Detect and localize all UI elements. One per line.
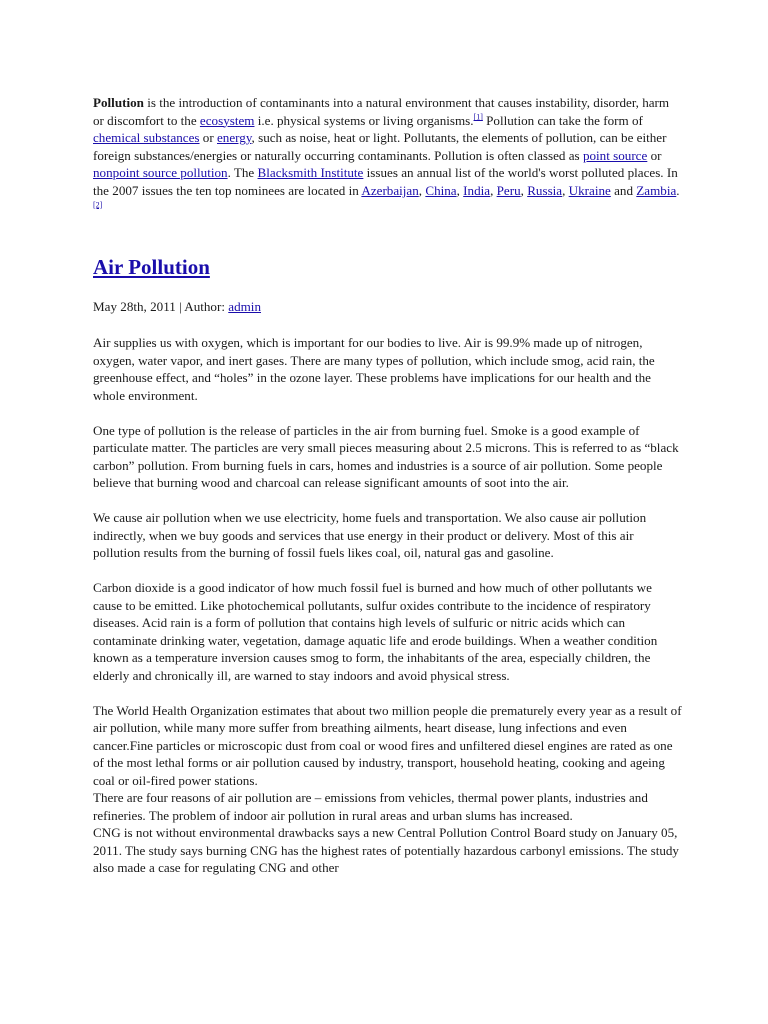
intro-text: or — [647, 147, 662, 163]
paragraph: Air supplies us with oxygen, which is important for our bodies to live. Air is 99.9% made up of nitrogen, oxygen, water vapor, and inert gases. There are many types of pollution, which include smog, acid rain, the greenhouse effect, and “holes” in the ozone layer. These problems have implications for our health and the whole environment. — [93, 335, 655, 403]
paragraph: There are four reasons of air pollution are – emissions from vehicles, thermal power plants, industries and refineries. The problem of indoor air pollution in rural areas and urban slums has increased. — [93, 790, 648, 823]
author-link[interactable]: admin — [228, 299, 261, 314]
intro-text: or — [199, 130, 217, 146]
intro-bold-term: Pollution — [93, 95, 144, 110]
intro-text: . The — [227, 165, 258, 181]
separator: , — [456, 182, 464, 198]
paragraph: One type of pollution is the release of particles in the air from burning fuel. Smoke is a good example of particulate matter. The particles are very small pieces measuring about 2.5 microns. This is referred to as “black carbon” pollution. From burning fuels in cars, homes and industries is a source of air pollution. Some people believe that burning wood and charcoal can release significant amounts of soot into the air. — [93, 422, 679, 490]
separator: , — [418, 182, 426, 198]
intro-text: , such as noise, heat or light. Pollutants, the elements of pollution, can be either foreign substances/energies or naturally occurring contaminants. Pollution is often classed as — [93, 130, 667, 163]
paragraph: CNG is not without environmental drawbacks says a new Central Pollution Control Board study on January 05, 2011. The study says burning CNG has the highest rates of potentially hazardous carbonyl emissions. The study also made a case for regulating CNG and other — [93, 825, 679, 875]
separator: , — [520, 182, 528, 198]
article-body — [93, 334, 683, 877]
link-nonpoint-source-pollution[interactable]: nonpoint source pollution — [93, 165, 228, 181]
link-energy[interactable]: energy — [217, 130, 252, 146]
reference-link-1[interactable]: [1] — [473, 112, 483, 122]
reference-link-2[interactable]: [2] — [93, 200, 103, 210]
link-point-source[interactable]: point source — [582, 147, 648, 163]
paragraph: The World Health Organization estimates that about two million people die prematurely every year as a result of air pollution, while many more suffer from breathing ailments, heart disease, lung infections and even cancer.Fine particles or microscopic dust from coal or wood fires and unfiltered diesel engines are rated as one of the most lethal forms or air pollution caused by industry, transport, household heating, cooking and ageing coal or oil-fired power stations. — [93, 702, 682, 788]
intro-paragraph — [93, 94, 683, 217]
intro-text: i.e. physical systems or living organisms. — [254, 112, 474, 128]
link-blacksmith-institute[interactable]: Blacksmith Institute — [257, 165, 364, 181]
article-title-link[interactable]: Air Pollution — [93, 255, 210, 279]
separator: , — [490, 182, 497, 198]
intro-text: is the introduction of contaminants into a natural environment that causes instability, disorder, harm or discomfort to the — [93, 95, 670, 128]
link-azerbaijan[interactable]: Azerbaijan — [361, 182, 419, 198]
intro-text: Pollution can take the form of — [482, 112, 643, 128]
link-china[interactable]: China — [425, 182, 457, 198]
separator: , — [562, 182, 569, 198]
article-date: May 28th, 2011 | Author: — [93, 299, 229, 314]
paragraph: We cause air pollution when we use electricity, home fuels and transportation. We also cause air pollution indirectly, when we buy goods and services that use energy in their product or delivery. Most of this air pollution results from the burning of fossil fuels likes coal, oil, natural gas and gasoline. — [93, 510, 647, 560]
intro-text: and — [610, 182, 637, 198]
link-india[interactable]: India — [463, 182, 491, 198]
link-ukraine[interactable]: Ukraine — [568, 182, 611, 198]
link-zambia[interactable]: Zambia — [636, 182, 677, 198]
paragraph: Carbon dioxide is a good indicator of how much fossil fuel is burned and how much of other pollutants we cause to be emitted. Like photochemical pollutants, sulfur oxides contribute to the incidence of respiratory diseases. Acid rain is a form of pollution that contains high levels of sulfuric or nitric acids which can contaminate drinking water, vegetation, damage aquatic life and erode buildings. When a weather condition known as a temperature inversion causes smog to form, the inhabitants of the area, especially children, the elderly and chronically ill, are warned to stay indoors and avoid physical stress. — [93, 580, 658, 683]
link-chemical-substances[interactable]: chemical substances — [93, 130, 200, 146]
article-meta — [93, 298, 683, 316]
link-russia[interactable]: Russia — [527, 182, 563, 198]
intro-text: . — [676, 182, 680, 198]
link-ecosystem[interactable]: ecosystem — [199, 112, 255, 128]
intro-text: issues an annual list of the world's worst polluted places. In the 2007 issues the ten top nominees are located in — [93, 165, 678, 198]
link-peru[interactable]: Peru — [496, 182, 521, 198]
article-title — [93, 254, 683, 280]
